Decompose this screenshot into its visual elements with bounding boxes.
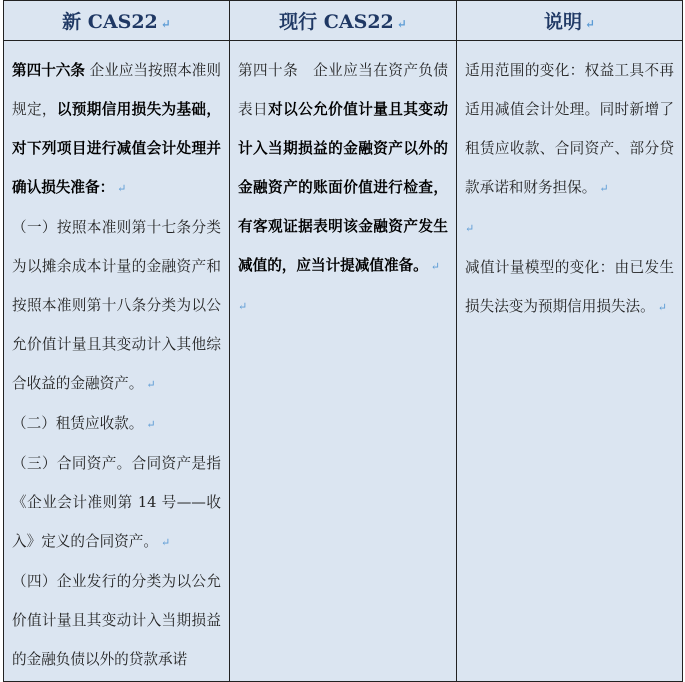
paragraph-mark-icon: ↵	[146, 418, 156, 431]
empty-paragraph	[465, 208, 674, 248]
header-current-cas22	[230, 1, 457, 41]
paragraph-mark-icon: ↵	[160, 17, 171, 31]
paragraph	[238, 51, 448, 286]
paragraph	[12, 404, 221, 444]
paragraph	[12, 444, 221, 562]
text: 企业应当按照本准则规定，	[12, 62, 221, 118]
empty-paragraph	[238, 286, 448, 326]
content-row	[4, 41, 683, 682]
explanation-cell	[457, 41, 683, 682]
header-label: 说明	[543, 11, 582, 33]
paragraph	[465, 248, 674, 327]
paragraph	[12, 562, 221, 679]
paragraph	[12, 51, 221, 208]
header-label: 现行 CAS22	[279, 11, 394, 33]
paragraph-mark-icon: ↵	[599, 182, 609, 195]
paragraph-mark-icon: ↵	[146, 378, 156, 391]
text: 适用范围的变化：权益工具不再适用减值会计处理。同时新增了租赁应收款、合同资产、部分贷款承诺和财务担保。	[465, 62, 674, 196]
text: （三）合同资产。合同资产是指《企业会计准则第 14 号——收入》定义的合同资产。	[12, 455, 221, 550]
paragraph-mark-icon: ↵	[430, 260, 440, 273]
paragraph-mark-icon: ↵	[584, 17, 596, 31]
current-cas22-cell	[230, 41, 457, 682]
text: （一）按照本准则第十七条分类为以摊余成本计量的金融资产和按照本准则第十八条分类为以公允价值计量且其变动计入其他综合收益的金融资产。	[12, 219, 221, 392]
paragraph-mark-icon: ↵	[160, 536, 171, 549]
bold-text: 对以公允价值计量且其变动计入当期损益的金融资产以外的金融资产的账面价值进行检查，有客观证据表明该金融资产发生减值的，应当计提减值准备。	[238, 101, 448, 274]
text: （四）企业发行的分类为以公允价值计量且其变动计入当期损益的金融负债以外的贷款承诺	[12, 573, 221, 668]
paragraph-mark-icon: ↵	[396, 17, 407, 31]
header-label: 新 CAS22	[62, 11, 158, 33]
text: 第四十条 企业应当在资产负债表日	[238, 62, 448, 118]
header-explanation	[457, 1, 683, 41]
paragraph-mark-icon: ↵	[465, 222, 475, 235]
text: （二）租赁应收款。	[12, 415, 144, 432]
header-row	[4, 1, 683, 41]
article-number: 第四十六条	[12, 62, 85, 79]
bold-text: 以预期信用损失为基础，对下列项目进行减值会计处理并确认损失准备：	[12, 101, 221, 196]
paragraph-mark-icon: ↵	[657, 301, 667, 314]
new-cas22-cell	[4, 41, 230, 682]
header-new-cas22	[4, 1, 230, 41]
paragraph-mark-icon: ↵	[117, 182, 127, 195]
paragraph-mark-icon: ↵	[238, 300, 248, 313]
paragraph	[12, 208, 221, 404]
comparison-table	[3, 0, 683, 682]
text: 减值计量模型的变化：由已发生损失法变为预期信用损失法。	[465, 259, 674, 315]
paragraph	[465, 51, 674, 208]
